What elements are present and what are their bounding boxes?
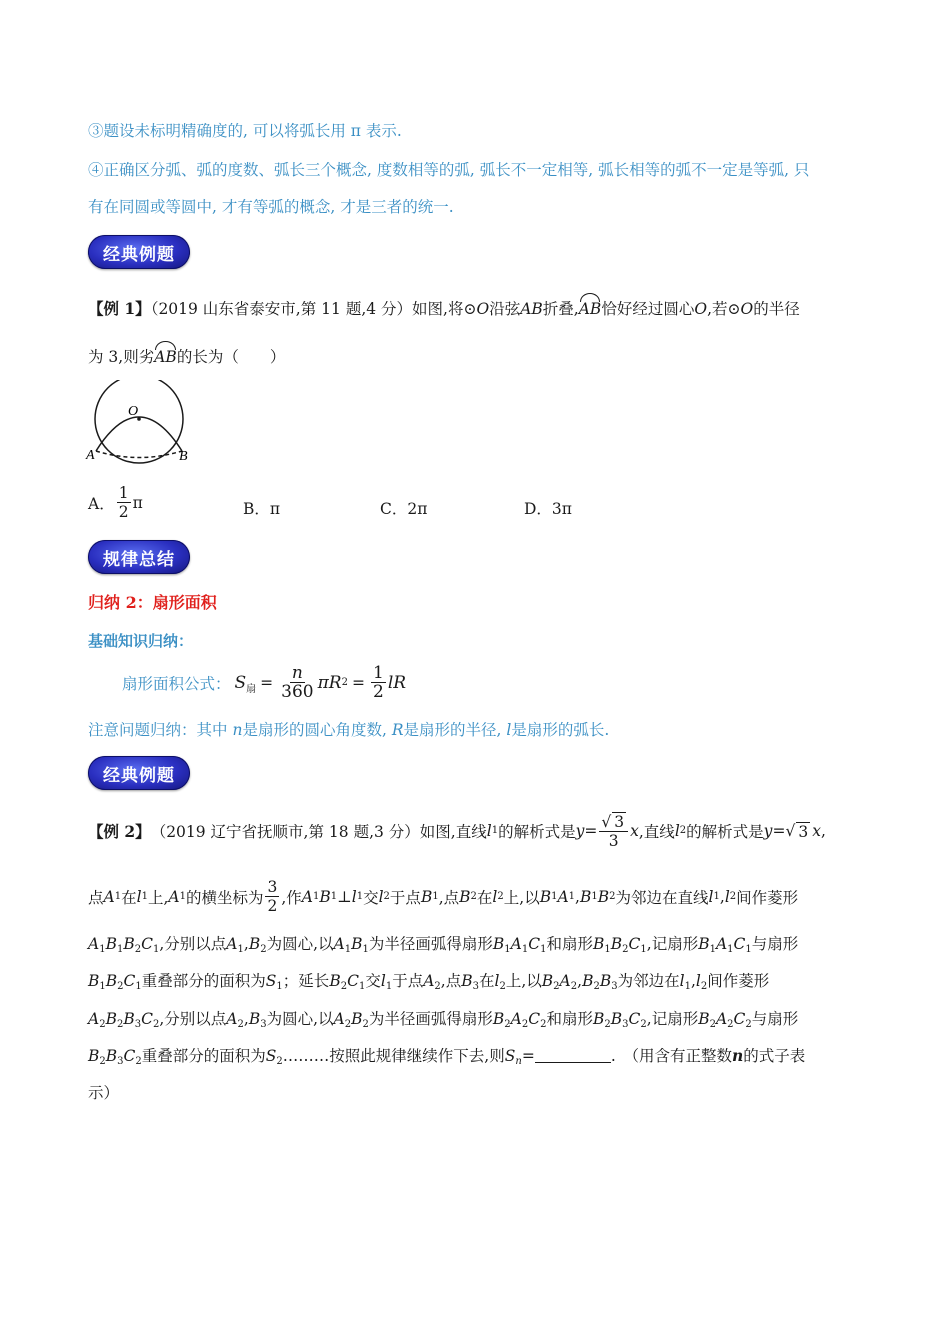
summary-2-title: 归纳 2：扇形面积 [88, 593, 217, 612]
example-1-line-2: 为 3,则劣AB的长为（ ） [88, 348, 286, 366]
badge-classic-example: 经典例题 [88, 235, 190, 269]
option-b: B．π [243, 500, 281, 518]
example-2-line-6: $B_2B_3C_2$重叠部分的面积为$S_2\dots\dots\dots$按照此规律继续作下去,则$S_n=$ . （用含有正整数n的式子表 [88, 1046, 806, 1067]
circle-fold-figure [84, 380, 194, 470]
example-2-line-3: $A_1B_1B_2C_1$,分别以点$A_1,B_2$为圆心,以$A_1B_1$为半径画弧得扇形$B_1A_1C_1$和扇形$B_1B_2C_1$,记扇形$B_1A_1C_1$与扇形 [88, 935, 799, 955]
label-A: A [86, 448, 95, 463]
label-B: B [179, 449, 188, 464]
note-3: ③题设未标明精确度的, 可以将弧长用 π 表示. [88, 122, 402, 140]
note-issue-summary: 注意问题归纳：其中 n是扇形的圆心角度数, R是扇形的半径, l是扇形的弧长. [88, 721, 610, 739]
badge-classic-example-2: 经典例题 [88, 756, 190, 790]
note-4-line-2: 有在同圆或等圆中, 才有等弧的概念, 才是三者的统一. [88, 198, 454, 216]
example-2-line-5: $A_2B_2B_3C_2$,分别以点$A_2,B_3$为圆心,以$A_2B_2$为半径画弧得扇形$B_2A_2C_2$和扇形$B_2B_3C_2$,记扇形$B_2A_2C_2$与扇形 [88, 1010, 799, 1030]
example-1-line-1: 【例 1】（2019 山东省泰安市,第 11 题,4 分）如图,将⊙O沿弦AB折叠,AB恰好经过圆心O,若⊙O的半径 [88, 299, 800, 318]
sector-area-formula: 扇形面积公式： S 扇 = $\frac{n}{360}$ πR 2 = $\frac{1}{2}$ lR [122, 663, 407, 702]
example-2-line-1: 【例 2】 （2019 辽宁省抚顺市,第 18 题,3 分） 如图,直线 l 1 的解析式是 y = $\frac{√ 3}{3}$ x ,直线 l 2 的解析式是 y = √ 3 x , [88, 813, 826, 850]
option-a: A． $\frac{1}{2}$ π [88, 484, 143, 521]
option-d: D．3π [524, 500, 572, 518]
basic-knowledge-heading: 基础知识归纳： [88, 632, 194, 650]
note-4-line-1: ④正确区分弧、弧的度数、弧长三个概念, 度数相等的弧, 弧长不一定相等, 弧长相等的弧不一定是等弧, 只 [88, 161, 810, 179]
badge-rule-summary: 规律总结 [88, 540, 190, 574]
example-2-line-2: 点 A 1 在 l 1 上, A 1 的横坐标为 $\frac{3}{2}$ ,作 A 1 B 1 ⊥ l 1 交 l 2 于点 B 1 ,点 B 2 在 l 2 上,以 B 1 A 1 , B 1 B 2 为邻边在直线 l 1 , l 2 间作菱形 [88, 878, 799, 915]
option-c: C．2π [380, 500, 428, 518]
example-2-line-7: 示） [88, 1084, 120, 1102]
label-O: O [128, 404, 139, 419]
answer-blank [535, 1048, 611, 1063]
example-2-line-4: $B_1B_2C_1$重叠部分的面积为$S_1$；延长$B_2C_1$交$l_1$于点$A_2$,点$B_3$在$l_2$上,以$B_2A_2,B_2B_3$为邻边在$l_1,l_2$间作菱形 [88, 972, 770, 992]
